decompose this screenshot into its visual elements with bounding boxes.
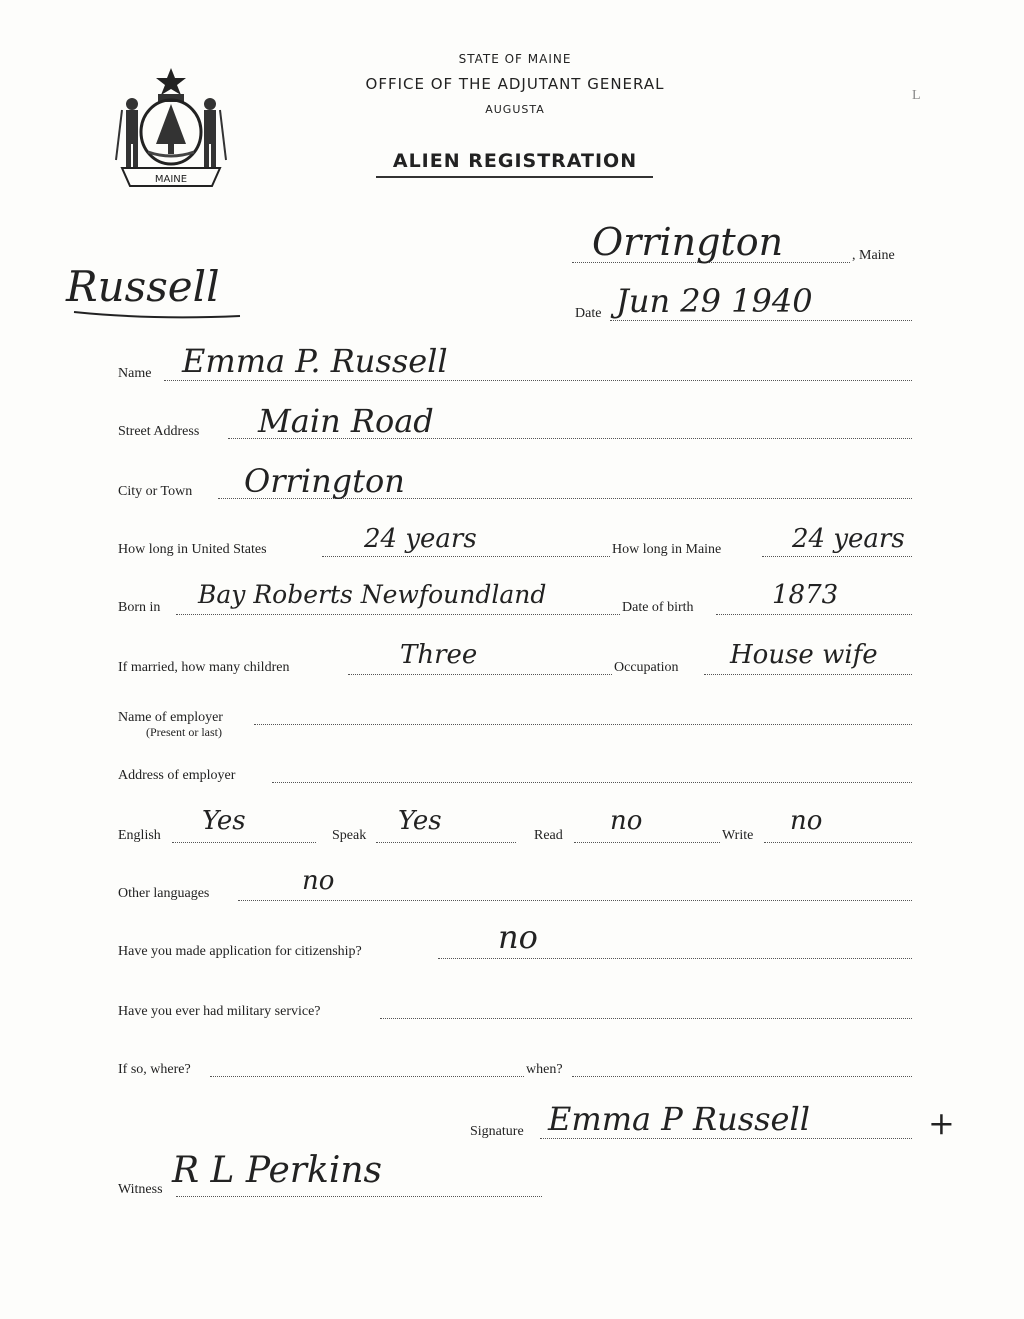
margin-check-mark: L [912, 88, 921, 103]
city-label: City or Town [118, 484, 193, 499]
employer-address-label: Address of employer [118, 768, 236, 783]
us-years-label: How long in United States [118, 542, 267, 557]
english-label: English [118, 828, 161, 843]
born-in-value: Bay Roberts Newfoundland [198, 580, 547, 609]
speak-line [376, 842, 516, 843]
born-in-line [176, 614, 620, 615]
us-years-line [322, 556, 610, 557]
citizenship-value: no [498, 918, 538, 956]
town-value: Orrington [592, 220, 784, 264]
witness-line [176, 1196, 542, 1197]
read-label: Read [534, 828, 563, 843]
name-value: Emma P. Russell [182, 342, 448, 380]
surname-underline [72, 308, 242, 320]
other-languages-line [238, 900, 912, 901]
read-line [574, 842, 720, 843]
occupation-line [704, 674, 912, 675]
occupation-value: House wife [730, 640, 878, 670]
where-line [210, 1076, 524, 1077]
when-line [572, 1076, 912, 1077]
dob-value: 1873 [772, 580, 839, 610]
english-line [172, 842, 316, 843]
header-city: AUGUSTA [485, 103, 545, 116]
when-label: when? [526, 1062, 563, 1077]
write-line [764, 842, 912, 843]
signature-value: Emma P Russell [548, 1100, 810, 1138]
read-value: no [610, 806, 643, 836]
occupation-label: Occupation [614, 660, 679, 675]
other-languages-value: no [302, 866, 335, 896]
us-years-value: 24 years [364, 524, 477, 554]
where-label: If so, where? [118, 1062, 191, 1077]
employer-line [254, 724, 912, 725]
citizenship-label: Have you made application for citizenship? [118, 944, 362, 959]
street-value: Main Road [258, 402, 434, 440]
children-value: Three [400, 640, 478, 670]
children-label: If married, how many children [118, 660, 290, 675]
military-line [380, 1018, 912, 1019]
witness-label: Witness [118, 1182, 163, 1197]
seal-text: MAINE [154, 174, 188, 185]
other-languages-label: Other languages [118, 886, 210, 901]
speak-label: Speak [332, 828, 367, 843]
born-in-label: Born in [118, 600, 161, 615]
employer-address-line [272, 782, 912, 783]
military-label: Have you ever had military service? [118, 1004, 321, 1019]
surname-note: Russell [66, 262, 220, 311]
city-value: Orrington [244, 462, 405, 500]
street-label: Street Address [118, 424, 200, 439]
date-value: Jun 29 1940 [616, 282, 813, 320]
maine-seal-icon [112, 64, 230, 192]
header-office: OFFICE OF THE ADJUTANT GENERAL [365, 75, 665, 93]
date-line [610, 320, 912, 321]
title-underline [376, 176, 653, 178]
dob-line [716, 614, 912, 615]
citizenship-line [438, 958, 912, 959]
employer-sublabel: (Present or last) [146, 725, 222, 739]
maine-years-value: 24 years [792, 524, 905, 554]
form-title: ALIEN REGISTRATION [392, 150, 638, 172]
write-label: Write [722, 828, 754, 843]
witness-value: R L Perkins [172, 1150, 383, 1191]
employer-label: Name of employer [118, 710, 223, 725]
speak-value: Yes [398, 806, 442, 836]
dob-label: Date of birth [622, 600, 694, 615]
name-line [164, 380, 912, 381]
header-state: STATE OF MAINE [458, 52, 572, 66]
maine-years-line [762, 556, 912, 557]
town-state-label: , Maine [852, 248, 895, 263]
maine-years-label: How long in Maine [612, 542, 722, 557]
write-value: no [790, 806, 823, 836]
date-label: Date [575, 306, 602, 321]
english-value: Yes [202, 806, 246, 836]
signature-line [540, 1138, 912, 1139]
signature-label: Signature [470, 1124, 524, 1139]
children-line [348, 674, 612, 675]
name-label: Name [118, 366, 152, 381]
signature-mark: + [928, 1104, 955, 1142]
